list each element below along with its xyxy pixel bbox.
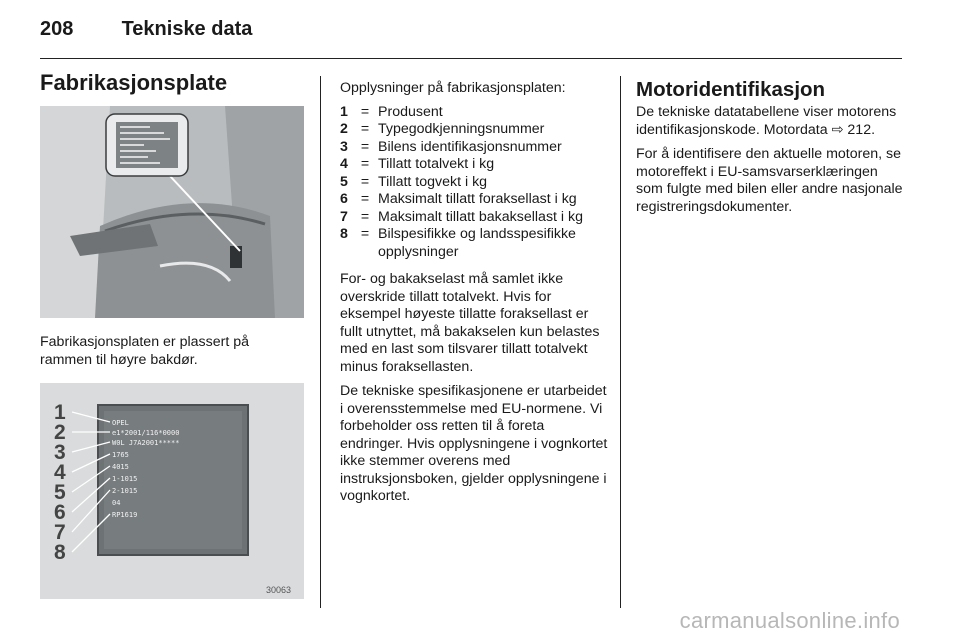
list-item: 2 = Typegodkjenningsnummer <box>340 121 545 137</box>
left-column <box>40 70 304 599</box>
svg-text:1-1015: 1-1015 <box>112 475 138 483</box>
plate-info-list <box>340 104 608 262</box>
plate-text-manufacturer: OPEL <box>112 419 129 427</box>
header-rule <box>40 58 902 59</box>
plate-number-3: 3 <box>54 441 66 464</box>
plate-section-title: Fabrikasjonsplate <box>40 70 228 95</box>
list-item: 7 = Maksimalt tillatt bakaksellast i kg <box>340 208 583 225</box>
plate-number-4: 4 <box>54 461 66 484</box>
list-item: 1 = Produsent <box>340 103 443 120</box>
plate-number-6: 6 <box>54 501 66 524</box>
page-header <box>40 18 252 41</box>
plate-number-8: 8 <box>54 541 66 564</box>
list-item: 3 = Bilens identifikasjonsnummer <box>340 138 562 155</box>
list-item: 8 = Bilspesifikke og landsspesifikke opplysninger <box>340 226 576 260</box>
list-item: 6 = Maksimalt tillatt foraksellast i kg <box>340 191 577 207</box>
list-item: 5 = Tillatt togvekt i kg <box>340 173 488 190</box>
svg-text:RP1619: RP1619 <box>112 511 138 519</box>
spec-disclaimer-paragraph: De tekniske spesifikasjonene er utarbeidet i overensstemmelse med EU-normene. Vi forbeholder oss retten til å foreta endringer. Hvis opplysningene i vognkortet ikke stemmer overens med instruksjonsboken, gjelder opplysningene i vognkortet. <box>340 383 608 504</box>
plate-text-approval: e1*2001/116*0000 <box>112 429 180 437</box>
plate-text-vin: W0L J7A2001***** <box>112 439 180 447</box>
column-divider-2 <box>620 76 621 608</box>
plate-number-2: 2 <box>54 421 66 444</box>
page-number: 208 <box>40 18 74 40</box>
plate-info-intro: Opplysninger på fabrikasjonsplaten: <box>340 80 566 96</box>
svg-text:2-1015: 2-1015 <box>112 487 138 495</box>
list-item: 4 = Tillatt totalvekt i kg <box>340 156 495 172</box>
middle-column <box>340 80 608 513</box>
axle-load-paragraph: For- og bakakselast må samlet ikke overskride tillatt totalvekt. Hvis for eksempel høyeste tillatte foraksellast er fullt utnyttet, må bakakselen kun belastes med en last som tilsvarer tillatt totalvekt minus foraksellasten. <box>340 271 600 375</box>
plate-number-5: 5 <box>54 481 66 504</box>
section-title: Tekniske data <box>121 18 253 40</box>
plate-number-1: 1 <box>54 401 66 424</box>
svg-text:04: 04 <box>112 499 121 507</box>
plate-number-7: 7 <box>54 521 66 544</box>
svg-text:1765: 1765 <box>112 451 129 459</box>
engine-id-paragraph-1: De tekniske datatabellene viser motorens identifikasjonskode. Motordata ⇨ 212. <box>636 104 897 138</box>
column-divider-1 <box>320 76 321 608</box>
engine-id-title: Motoridentifikasjon <box>636 78 826 101</box>
watermark: carmanualsonline.info <box>679 608 900 633</box>
image-code: 30063 <box>266 585 292 595</box>
engine-id-paragraph-2: For å identifisere den aktuelle motoren, se motoreffekt i EU-samsvarserklæringen som fulgte med bilen eller andre nasjonale registreringsdokumenter. <box>636 146 903 215</box>
plate-closeup <box>40 383 304 599</box>
svg-text:4015: 4015 <box>112 463 129 471</box>
plate-location-caption: Fabrikasjonsplaten er plassert på rammen til høyre bakdør. <box>40 334 249 368</box>
right-column <box>636 78 904 223</box>
door-photo <box>40 106 304 318</box>
